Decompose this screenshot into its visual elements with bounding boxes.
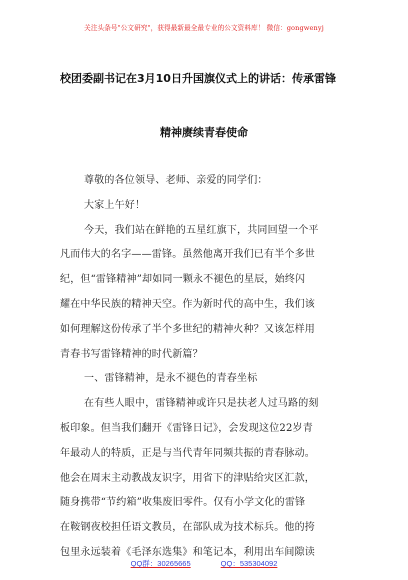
header-promo-note: 关注头条号"公文研究"，获得最新最全最专业的公文资料库！ 微信：gongwenyj — [84, 24, 324, 32]
paragraph-line: 耀在中华民族的精神天空。作为新时代的高中生，我们该 — [60, 299, 315, 310]
paragraph-line: 纪，但“雷锋精神”却如同一颗永不褪色的星辰，始终闪 — [60, 274, 306, 285]
paragraph-line: 在有些人眼中，雷锋精神或许只是扶老人过马路的刻 — [84, 398, 319, 409]
greeting: 大家上午好！ — [84, 200, 146, 211]
document-title-line-2: 精神赓续青春使命 — [160, 126, 248, 139]
paragraph-line: 他会在周末主动教战友识字，用省下的津贴给灾区汇款， — [60, 473, 315, 484]
paragraph-line: 青春书写雷锋精神的时代新篇？ — [60, 349, 203, 360]
footer-contact — [0, 558, 408, 569]
paragraph-line: 如何理解这份传承了半个多世纪的精神火种？又该怎样用 — [60, 324, 315, 335]
paragraph-line: 随身携带“节约箱”收集废旧零件。仅有小学文化的雷锋 — [60, 497, 306, 508]
footer-qq-group: QQ群：30265665 — [130, 559, 191, 568]
paragraph-line: 在鞍钢夜校担任语文教员，在部队成为技术标兵。他的挎 — [60, 522, 315, 533]
section-heading: 一、雷锋精神，是永不褪色的青春坐标 — [84, 373, 258, 384]
footer-qq: QQ：535304092 — [220, 559, 278, 568]
document-title-line-1: 校团委副书记在3月10日升国旗仪式上的讲话：传承雷锋 — [60, 72, 336, 85]
paragraph-line: 包里永远装着《毛泽东选集》和笔记本，利用出车间隙读 — [60, 547, 315, 558]
salutation: 尊敬的各位领导、老师、亲爱的同学们： — [84, 175, 268, 186]
paragraph-line: 板印象。但当我们翻开《雷锋日记》，会发现这位22岁青 — [60, 423, 313, 434]
paragraph-line: 年最动人的特质，正是与当代青年同频共振的青春脉动。 — [60, 448, 315, 459]
paragraph-line: 今天，我们站在鲜艳的五星红旗下，共同回望一个平 — [84, 225, 319, 236]
paragraph-line: 凡而伟大的名字——雷锋。虽然他离开我们已有半个多世 — [60, 249, 315, 260]
